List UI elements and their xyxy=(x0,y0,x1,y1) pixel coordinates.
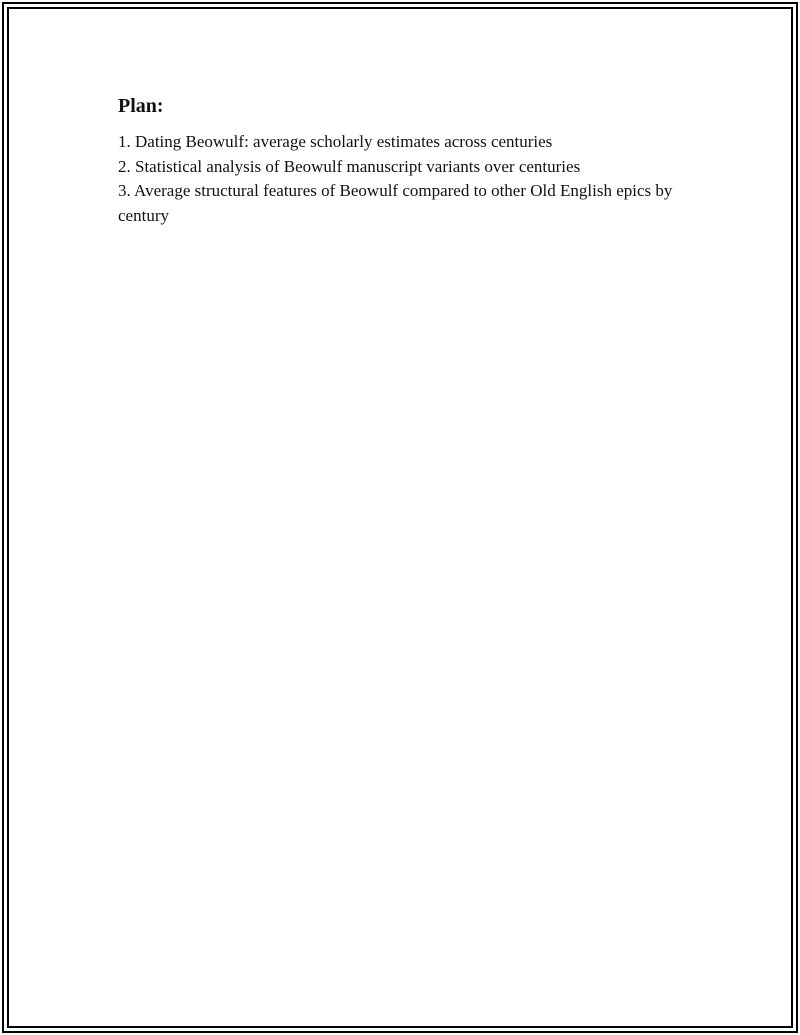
plan-heading: Plan: xyxy=(118,95,164,117)
plan-item-3: 3. Average structural features of Beowulf compared to other Old English epics by century xyxy=(118,181,673,225)
plan-item-2: 2. Statistical analysis of Beowulf manuscript variants over centuries xyxy=(118,156,581,176)
plan-section xyxy=(118,92,678,228)
plan-item-1: 1. Dating Beowulf: average scholarly estimates across centuries xyxy=(118,132,553,151)
plan-list xyxy=(118,130,678,228)
